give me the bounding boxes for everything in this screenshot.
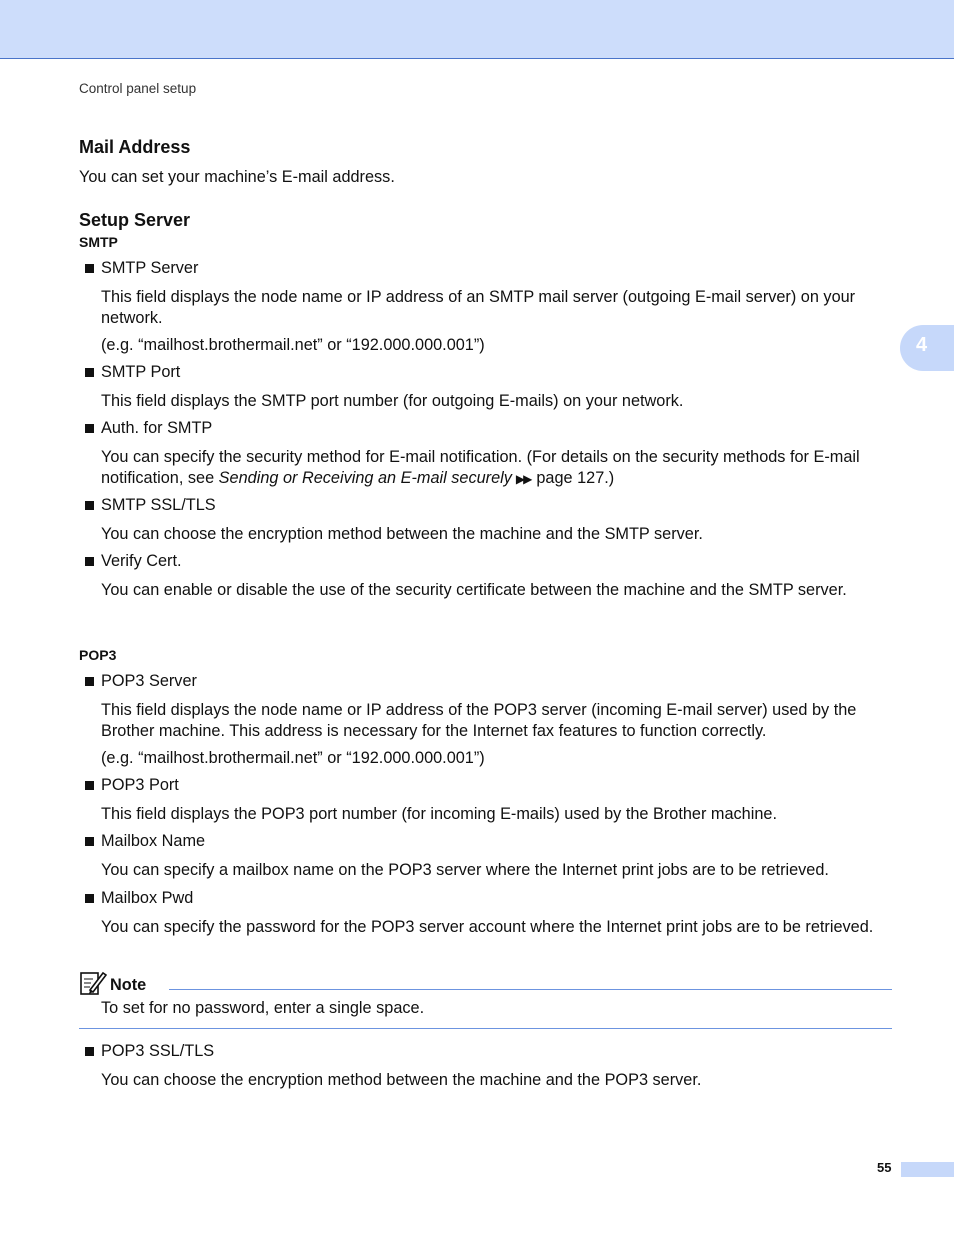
subheading-smtp: SMTP <box>79 234 118 250</box>
item-label: SMTP SSL/TLS <box>101 496 216 514</box>
chapter-tab <box>900 325 954 371</box>
item-description: This field displays the POP3 port number (for incoming E-mails) used by the Brother machine. <box>101 805 777 823</box>
item-label: Mailbox Name <box>101 832 206 850</box>
item-description: This field displays the node name or IP address of an SMTP mail server (outgoing E-mail server) on your network. <box>101 288 856 327</box>
section-heading-mail-address: Mail Address <box>79 137 191 157</box>
list-item-auth-for-smtp <box>85 419 212 438</box>
bullet-icon <box>85 368 94 377</box>
item-description: You can choose the encryption method between the machine and the POP3 server. <box>101 1071 702 1089</box>
item-label: POP3 SSL/TLS <box>101 1042 215 1060</box>
item-description: This field displays the node name or IP address of the POP3 server (incoming E-mail server) used by the Brother machine. This address is necessary for the Internet fax features to function correctly. <box>101 701 857 740</box>
desc-text: You can specify the security method for E-mail notification. (For details on the security methods for E-mail notification, see <box>101 448 860 487</box>
bullet-icon <box>85 781 94 790</box>
item-description: This field displays the SMTP port number (for outgoing E-mails) on your network. <box>101 392 684 410</box>
bullet-icon <box>85 1047 94 1056</box>
chapter-number: 4 <box>916 334 928 356</box>
list-item-pop3-ssl-tls <box>85 1042 214 1061</box>
item-label: SMTP Port <box>101 363 181 381</box>
bullet-icon <box>85 837 94 846</box>
list-item-smtp-server <box>85 259 198 278</box>
item-description: You can enable or disable the use of the security certificate between the machine and the SMTP server. <box>101 581 847 599</box>
item-label: Verify Cert. <box>101 552 182 570</box>
list-item-pop3-server <box>85 672 197 691</box>
subheading-pop3: POP3 <box>79 647 117 663</box>
list-item-mailbox-name <box>85 832 205 851</box>
item-label: POP3 Port <box>101 776 179 794</box>
list-item-smtp-port <box>85 363 180 382</box>
item-description: You can specify a mailbox name on the POP3 server where the Internet print jobs are to be retrieved. <box>101 861 829 879</box>
list-item-smtp-ssl-tls <box>85 496 216 515</box>
item-description <box>101 447 896 489</box>
header-band <box>0 0 954 59</box>
section-heading-setup-server: Setup Server <box>79 210 191 230</box>
item-label: POP3 Server <box>101 672 197 690</box>
bullet-icon <box>85 501 94 510</box>
cross-reference-link[interactable]: Sending or Receiving an E-mail securely <box>218 468 512 487</box>
item-example: (e.g. “mailhost.brothermail.net” or “192.000.000.001”) <box>101 336 485 354</box>
desc-text: page 127.) <box>536 468 615 487</box>
item-label: SMTP Server <box>101 259 199 277</box>
running-head: Control panel setup <box>79 81 197 96</box>
item-label: Mailbox Pwd <box>101 889 194 907</box>
bullet-icon <box>85 894 94 903</box>
list-item-verify-cert <box>85 552 182 571</box>
footer-tab <box>901 1162 954 1177</box>
note-rule-bottom <box>79 1028 892 1029</box>
note-label: Note <box>110 976 147 994</box>
item-example: (e.g. “mailhost.brothermail.net” or “192.000.000.001”) <box>101 749 485 767</box>
list-item-pop3-port <box>85 776 179 795</box>
list-item-mailbox-pwd <box>85 889 193 908</box>
mail-address-text: You can set your machine’s E-mail address. <box>79 168 395 186</box>
item-description: You can specify the password for the POP3 server account where the Internet print jobs are to be retrieved. <box>101 918 874 936</box>
item-description: You can choose the encryption method between the machine and the SMTP server. <box>101 525 703 543</box>
item-label: Auth. for SMTP <box>101 419 213 437</box>
double-arrow-icon: ▶▶ <box>515 471 531 486</box>
note-text: To set for no password, enter a single space. <box>101 999 425 1017</box>
bullet-icon <box>85 424 94 433</box>
bullet-icon <box>85 677 94 686</box>
note-rule-top <box>169 989 892 990</box>
bullet-icon <box>85 264 94 273</box>
note-pencil-icon <box>79 969 107 997</box>
page-number: 55 <box>877 1160 892 1175</box>
bullet-icon <box>85 557 94 566</box>
